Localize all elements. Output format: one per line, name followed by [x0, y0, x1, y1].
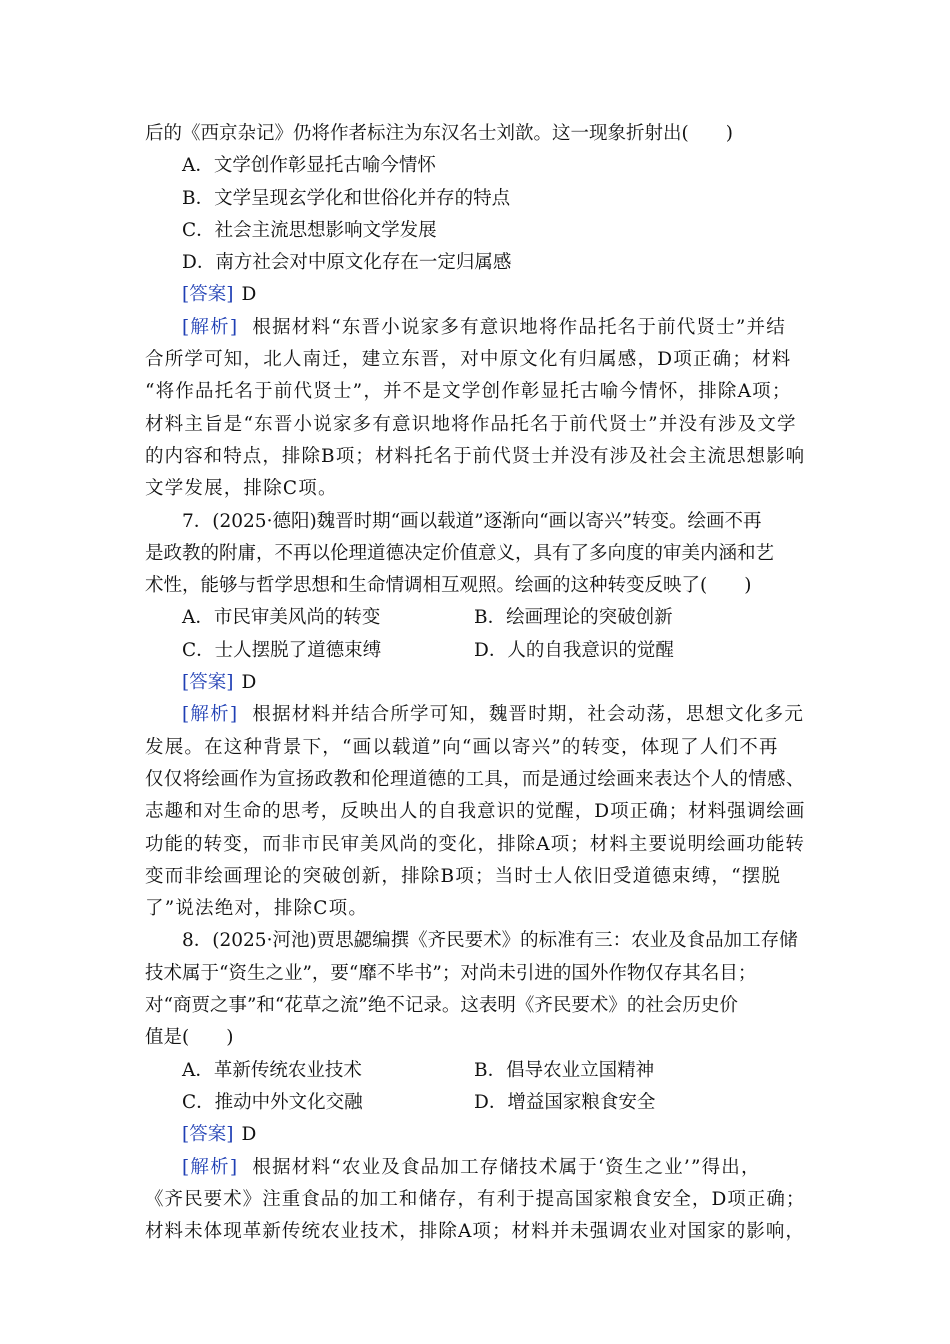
q7-analysis-line: 志趣和对生命的思考，反映出人的自我意识的觉醒，D项正确；材料强调绘画 — [145, 801, 806, 823]
analysis-text: 根据材料“东晋小说家多有意识地将作品托名于前代贤士”并结 — [252, 316, 786, 338]
answer-label: [答案] — [182, 284, 234, 306]
q6-option-d: D．南方社会对中原文化存在一定归属感 — [182, 252, 512, 274]
answer-value: D — [241, 284, 257, 306]
q6-option-c: C．社会主流思想影响文学发展 — [182, 219, 437, 241]
q7-options-row — [145, 635, 807, 667]
q7-options-row — [145, 602, 807, 634]
q8-options-row — [145, 1055, 807, 1087]
q6-analysis-line: 文学发展，排除C项。 — [145, 478, 338, 500]
q6-option-a: A．文学创作彰显托古喻今情怀 — [182, 155, 436, 177]
answer-value: D — [241, 1124, 257, 1146]
q8-option-a: A．革新传统农业技术 — [182, 1059, 362, 1081]
q8-answer-line — [145, 1119, 807, 1151]
analysis-text: 根据材料“农业及食品加工存储技术属于‘资生之业’”得出， — [252, 1156, 761, 1178]
q8-analysis-line: 材料未体现革新传统农业技术，排除A项；材料并未强调农业对国家的影响， — [145, 1221, 805, 1243]
q7-stem-line: 7．(2025·德阳)魏晋时期“画以载道”逐渐向“画以寄兴”转变。绘画不再 — [182, 510, 762, 532]
q6-analysis-line: “将作品托名于前代贤士”，并不是文学创作彰显托古喻今情怀，排除A项； — [145, 381, 792, 403]
q7-option-b: B．绘画理论的突破创新 — [474, 607, 673, 629]
q6-analysis-line — [145, 312, 807, 344]
q8-stem-line: 对“商贾之事”和“花草之流”绝不记录。这表明《齐民要术》的社会历史价 — [145, 995, 738, 1017]
analysis-label: [解析] — [182, 1156, 239, 1178]
q6-option-b: B．文学呈现玄学化和世俗化并存的特点 — [182, 187, 511, 209]
analysis-label: [解析] — [182, 704, 239, 726]
q8-stem-line: 技术属于“资生之业”，要“靡不毕书”；对尚未引进的国外作物仅存其名目； — [145, 962, 757, 984]
q7-stem-line: 是政教的附庸，不再以伦理道德决定价值意义，具有了多向度的审美内涵和艺 — [145, 542, 775, 564]
q8-option-b: B．倡导农业立国精神 — [474, 1059, 655, 1081]
q8-analysis-line: 《齐民要术》注重食品的加工和储存，有利于提高国家粮食安全，D项正确； — [145, 1188, 806, 1210]
page-content — [145, 118, 807, 1248]
q7-analysis-line: 了”说法绝对，排除C项。 — [145, 898, 369, 920]
q8-options-row — [145, 1087, 807, 1119]
q7-option-c: C．士人摆脱了道德束缚 — [182, 639, 382, 661]
answer-value: D — [241, 672, 257, 694]
q6-stem-line: 后的《西京杂记》仍将作者标注为东汉名士刘歆。这一现象折射出( ) — [145, 123, 733, 144]
q7-analysis-line: 仅仅将绘画作为宣扬政教和伦理道德的工具，而是通过绘画来表达个人的情感、 — [145, 768, 805, 790]
answer-label: [答案] — [182, 672, 234, 694]
q8-option-c: C．推动中外文化交融 — [182, 1091, 363, 1113]
q7-option-d: D．人的自我意识的觉醒 — [474, 639, 674, 661]
q8-option-d: D．增益国家粮食安全 — [474, 1091, 656, 1113]
q8-analysis-line — [145, 1152, 807, 1184]
q6-analysis-line: 合所学可知，北人南迁，建立东晋，对中原文化有归属感，D项正确；材料 — [145, 349, 792, 371]
q7-analysis-line: 发展。在这种背景下，“画以载道”向“画以寄兴”的转变，体现了人们不再 — [145, 736, 779, 758]
q7-analysis-line — [145, 699, 807, 731]
q6-analysis-line: 的内容和特点，排除B项；材料托名于前代贤士并没有涉及社会主流思想影响 — [145, 445, 806, 467]
q7-answer-line — [145, 667, 807, 699]
analysis-text: 根据材料并结合所学可知，魏晋时期，社会动荡，思想文化多元 — [252, 704, 805, 726]
q7-analysis-line: 功能的转变，而非市民审美风尚的变化，排除A项；材料主要说明绘画功能转 — [145, 833, 805, 855]
q6-analysis-line: 材料主旨是“东晋小说家多有意识地将作品托名于前代贤士”并没有涉及文学 — [145, 413, 797, 435]
q8-stem-line: 8．(2025·河池)贾思勰编撰《齐民要术》的标准有三：农业及食品加工存储 — [182, 930, 798, 952]
q8-stem-line: 值是( ) — [145, 1027, 234, 1049]
q7-stem-line: 术性，能够与哲学思想和生命情调相互观照。绘画的这种转变反映了( ) — [145, 575, 752, 597]
answer-label: [答案] — [182, 1124, 234, 1146]
q6-answer-line — [145, 279, 807, 311]
q7-analysis-line: 变而非绘画理论的突破创新，排除B项；当时士人依旧受道德束缚，“摆脱 — [145, 865, 782, 887]
q7-option-a: A．市民审美风尚的转变 — [182, 607, 381, 629]
analysis-label: [解析] — [182, 316, 239, 338]
